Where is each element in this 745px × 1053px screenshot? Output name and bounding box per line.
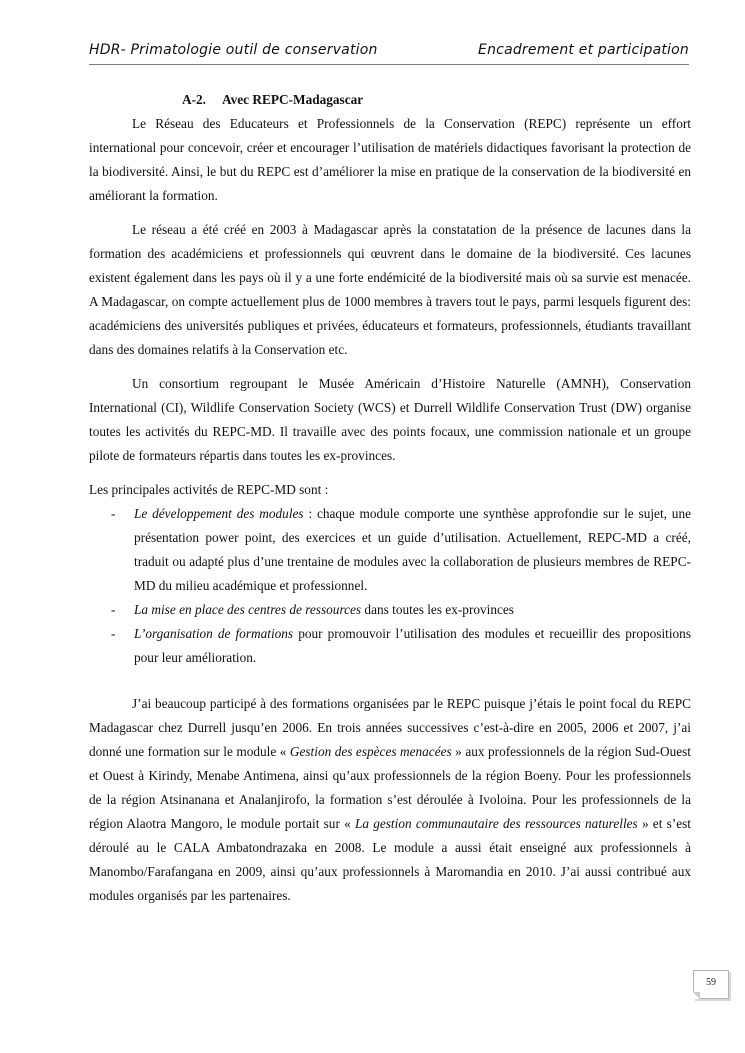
- paragraph-network-creation: Le réseau a été créé en 2003 à Madagascar après la constatation de la présence de lacunes dans la formation des académiciens et professionnels qui œuvrent dans le domaine de la biodiversité. Ces lacunes existent également dans les pays où il y a une forte endémicité de la biodiversité mais où sa survie est menacée. A Madagascar, on compte actuellement plus de 1000 membres à travers tout le pays, parmi lesquels figurent des: académiciens des universités publiques et privées, éducateurs et formateurs, professionnels, étudiants travaillant dans des domaines relatifs à la Conservation etc.: [89, 222, 691, 357]
- activity-text: dans toutes les ex-provinces: [361, 602, 514, 617]
- activities-list: [89, 502, 691, 670]
- main-content: [89, 88, 691, 908]
- page-number-box: [693, 970, 729, 999]
- page-curl-decoration: [693, 992, 700, 999]
- participation-text-2: » aux professionnels de la région Sud-Ouest et Ouest à Kirindy, Menabe Antimena, ainsi qu’aux professionnels de la région Boeny. Pour les professionnels de la région Atsinanana et Analanjirofo, la formation s’est déroulée à Ivoloina. Pour les professionnels de la région Alaotra Mangoro, le module portait sur «: [89, 744, 691, 831]
- list-dash: -: [111, 506, 116, 521]
- activity-title: Le développement des modules: [134, 506, 304, 521]
- list-item: [89, 598, 691, 622]
- header-left-title: HDR- Primatologie outil de conservation: [89, 42, 378, 58]
- list-dash: -: [111, 626, 116, 641]
- section-title: Avec REPC-Madagascar: [222, 92, 364, 107]
- activities-intro: Les principales activités de REPC-MD sont :: [89, 482, 329, 497]
- list-dash: -: [111, 602, 116, 617]
- participation-text-3: » et s’est déroulé au le CALA Ambatondrazaka en 2008. Le module a aussi était enseigné aux professionnels à Manombo/Farafangana en 2009, ainsi qu’aux professionnels à Maromandia en 2010. J’ai aussi contribué aux modules organisés par les partenaires.: [89, 816, 691, 903]
- paragraph-consortium: Un consortium regroupant le Musée Américain d’Histoire Naturelle (AMNH), Conservation International (CI), Wildlife Conservation Society (WCS) et Durrell Wildlife Conservation Trust (DW) organise toutes les activités du REPC-MD. Il travaille avec des points focaux, une commission nationale et un groupe pilote de formateurs répartis dans toutes les ex-provinces.: [89, 376, 691, 463]
- section-heading: [89, 88, 691, 112]
- page-number: 59: [706, 977, 716, 988]
- activity-text: pour promouvoir l’utilisation des modules et recueillir des propositions pour leur amélioration.: [134, 626, 691, 665]
- list-item: [89, 502, 691, 598]
- module-name-community-management: La gestion communautaire des ressources naturelles: [354, 816, 638, 831]
- paragraph-repc-intro: Le Réseau des Educateurs et Professionnels de la Conservation (REPC) représente un effort international pour concevoir, créer et encourager l’utilisation de matériels didactiques favorisant la protection de la biodiversité. Ainsi, le but du REPC est d’améliorer la mise en pratique de la conservation de la biodiversité en améliorant la formation.: [89, 116, 691, 203]
- activity-title: L’organisation de formations: [134, 626, 294, 641]
- activity-title: La mise en place des centres de ressources: [134, 602, 362, 617]
- header-right-title: Encadrement et participation: [478, 42, 689, 58]
- list-item: [89, 622, 691, 670]
- section-number: A-2.: [182, 92, 207, 107]
- paragraph-personal-participation: [89, 692, 691, 908]
- module-name-endangered-species: Gestion des espèces menacées: [289, 744, 452, 759]
- activity-text: : chaque module comporte une synthèse approfondie sur le sujet, une présentation power point, des exercices et un guide d’utilisation. Actuellement, REPC-MD a créé, traduit ou adapté plus d’une trentaine de modules avec la collaboration de plusieurs membres de REPC-MD du milieu académique et professionnel.: [134, 506, 691, 593]
- running-header: [89, 40, 689, 65]
- participation-text-1: J’ai beaucoup participé à des formations organisées par le REPC puisque j’étais le point focal du REPC Madagascar chez Durrell jusqu’en 2006. En trois années successives c’est-à-dire en 2005, 2006 et 2007, j’ai donné une formation sur le module «: [89, 696, 691, 759]
